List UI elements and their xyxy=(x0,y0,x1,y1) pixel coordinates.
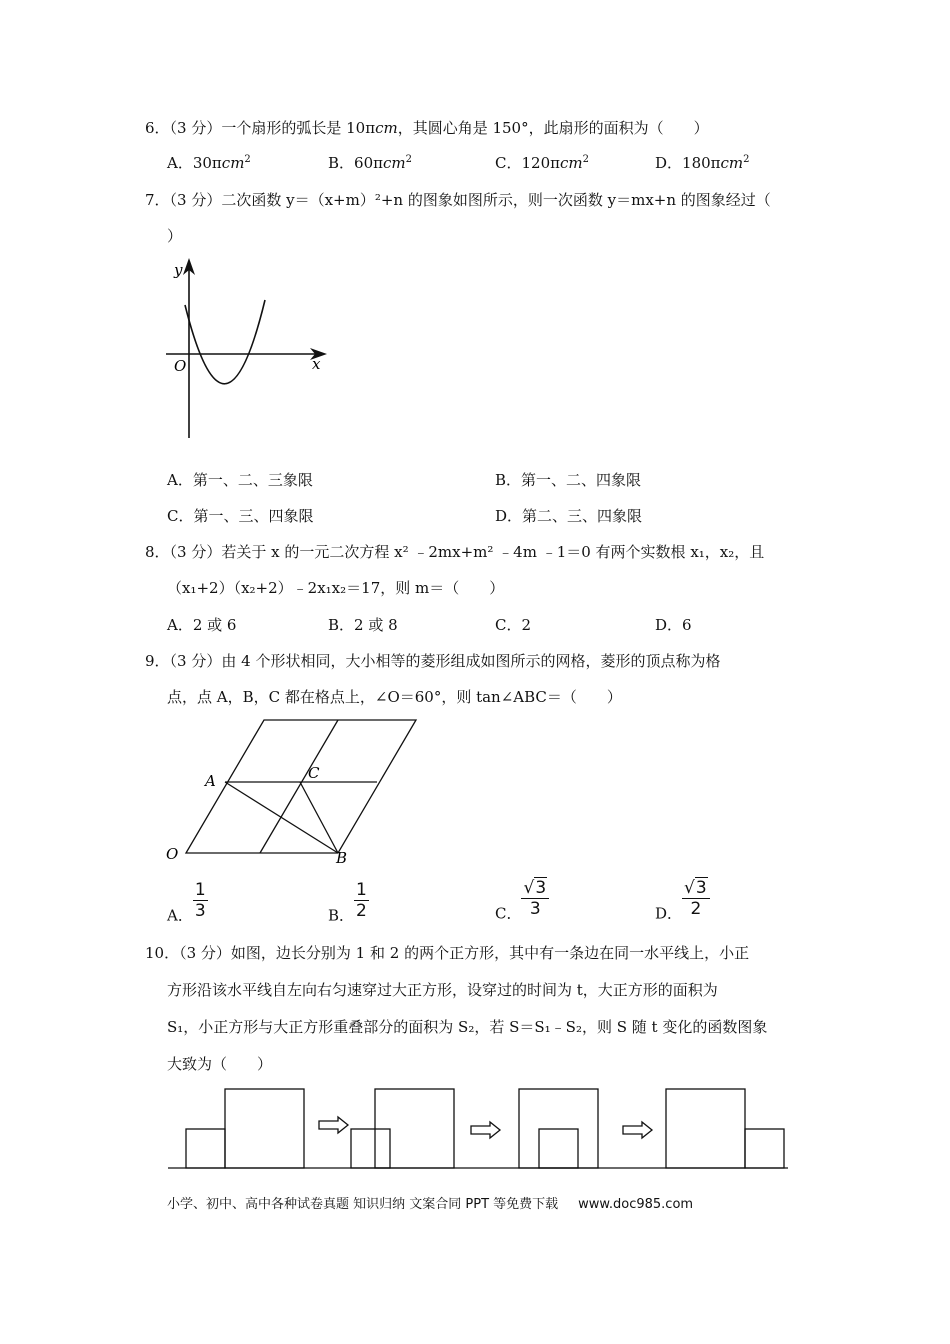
q9-option-d[interactable]: D． $\frac{√3}{2}$ xyxy=(655,878,710,924)
label-a: A xyxy=(205,772,216,790)
fraction: $\frac{1}{2}$ xyxy=(356,880,367,921)
q6-option-a[interactable]: A．30πcm$^2$ xyxy=(167,154,251,172)
q7-option-c[interactable]: C．第一、三、四象限 xyxy=(167,507,314,525)
segment-c-b xyxy=(300,782,338,853)
right-arrow-icon xyxy=(471,1122,500,1138)
grid-mid-slant xyxy=(260,720,338,853)
q6-option-b[interactable]: B．60πcm$^2$ xyxy=(328,154,412,172)
sqrt-sign: √3 xyxy=(684,878,707,898)
q10-stem-line3: S₁，小正方形与大正方形重叠部分的面积为 S₂，若 S＝S₁﹣S₂，则 S 随 t 变化的函数图象 xyxy=(167,1018,768,1036)
q6-option-d[interactable]: D．180πcm$^2$ xyxy=(655,154,750,172)
small-square xyxy=(186,1129,225,1168)
x-axis-label: x xyxy=(312,355,321,373)
q8-option-b[interactable]: B．2 或 8 xyxy=(328,616,398,634)
small-square xyxy=(539,1129,578,1168)
parabola-curve xyxy=(185,300,265,384)
footer-text: 小学、初中、高中各种试卷真题 知识归纳 文案合同 PPT 等免费下载 xyxy=(167,1197,559,1212)
q10-stem-line1: 10．（3 分）如图，边长分别为 1 和 2 的两个正方形，其中有一条边在同一水平线上，小正 xyxy=(145,944,750,962)
q6-stem: 6．（3 分）一个扇形的弧长是 10πcm，其圆心角是 150°，此扇形的面积为（ ） xyxy=(145,119,709,137)
q7-option-a[interactable]: A．第一、二、三象限 xyxy=(167,471,313,489)
footer-site-link[interactable]: www.doc985.com xyxy=(578,1197,694,1212)
q8-stem: 8．（3 分）若关于 x 的一元二次方程 x² ﹣2mx+m² ﹣4m ﹣1＝0 有两个实数根 x₁，x₂，且 xyxy=(145,543,765,561)
q9-stem-cont: 点，点 A，B，C 都在格点上，∠O＝60°，则 tan∠ABC＝（ ） xyxy=(167,688,622,706)
small-square xyxy=(745,1129,784,1168)
q7-option-b[interactable]: B．第一、二、四象限 xyxy=(495,471,642,489)
right-arrow-icon xyxy=(319,1117,348,1133)
q8-option-d[interactable]: D．6 xyxy=(655,616,692,634)
q8-option-a[interactable]: A．2 或 6 xyxy=(167,616,237,634)
fraction: $\frac{√3}{2}$ xyxy=(682,878,710,919)
large-square xyxy=(225,1089,304,1168)
q7-parabola-graph xyxy=(160,255,340,445)
q9-rhombus-grid xyxy=(150,710,430,870)
y-axis-label: y xyxy=(174,261,183,279)
q9-option-c[interactable]: C． $\frac{√3}{3}$ xyxy=(495,878,549,924)
q10-stem-line2: 方形沿该水平线自左向右匀速穿过大正方形，设穿过的时间为 t，大正方形的面积为 xyxy=(167,981,718,999)
q10-squares-figure xyxy=(160,1080,800,1175)
q10-stem-line4: 大致为（ ） xyxy=(167,1055,273,1073)
label-o: O xyxy=(166,845,179,863)
label-b: B xyxy=(336,849,348,867)
q7-stem: 7．（3 分）二次函数 y＝（x+m）²+n 的图象如图所示，则一次函数 y＝mx+n 的图象经过（ xyxy=(145,191,771,209)
sqrt-sign: √3 xyxy=(523,878,547,898)
q9-stem: 9．（3 分）由 4 个形状相同，大小相等的菱形组成如图所示的网格，菱形的顶点称为格 xyxy=(145,652,721,670)
grid-outline xyxy=(186,720,416,853)
page-footer xyxy=(167,1193,693,1212)
q9-option-b[interactable]: B． $\frac{1}{2}$ xyxy=(328,880,367,925)
large-square xyxy=(666,1089,745,1168)
right-arrow-icon xyxy=(623,1122,652,1138)
q9-option-a[interactable]: A． $\frac{1}{3}$ xyxy=(167,880,206,925)
small-square xyxy=(351,1129,390,1168)
q7-stem-cont: ） xyxy=(167,227,183,245)
q6-option-c[interactable]: C．120πcm$^2$ xyxy=(495,154,589,172)
q8-option-c[interactable]: C．2 xyxy=(495,616,532,634)
origin-label: O xyxy=(174,357,187,375)
label-c: C xyxy=(308,764,320,782)
fraction: $\frac{1}{3}$ xyxy=(194,880,206,921)
q7-option-d[interactable]: D．第二、三、四象限 xyxy=(495,507,643,525)
fraction: $\frac{√3}{3}$ xyxy=(521,878,549,919)
q8-stem-cont: （x₁+2）（x₂+2）﹣2x₁x₂＝17，则 m＝（ ） xyxy=(167,579,505,597)
segment-a-b xyxy=(225,782,338,853)
